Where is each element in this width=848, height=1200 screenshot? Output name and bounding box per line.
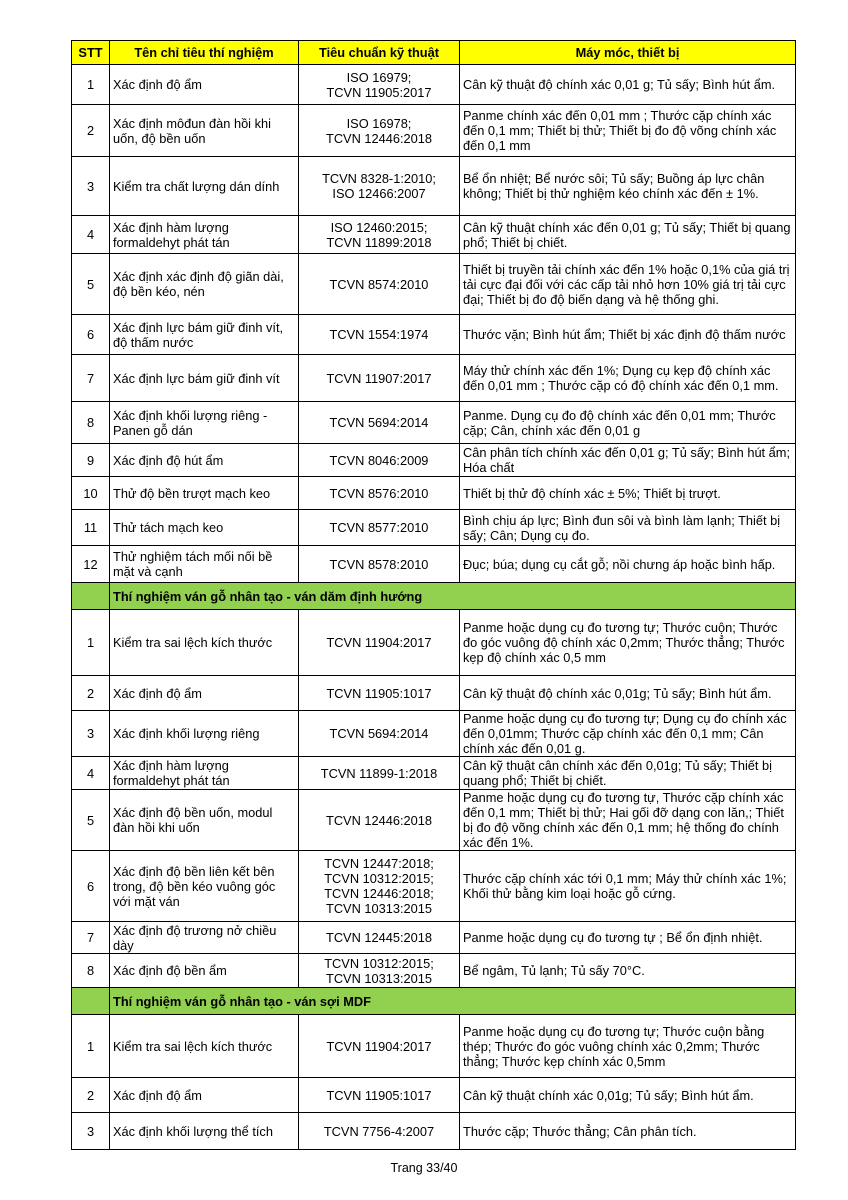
test-name: Xác định độ ẩm xyxy=(110,676,299,711)
test-name: Xác định độ bền ẩm xyxy=(110,954,299,988)
test-name: Xác định độ hút ẩm xyxy=(110,444,299,477)
table-row xyxy=(72,922,796,954)
table-row xyxy=(72,610,796,676)
row-number: 10 xyxy=(72,477,110,510)
table-header-row xyxy=(72,41,796,65)
table-row xyxy=(72,851,796,922)
standard-code: TCVN 7756-4:2007 xyxy=(299,1113,460,1150)
standard-code: TCVN 5694:2014 xyxy=(299,402,460,444)
table-row xyxy=(72,1113,796,1150)
header-equipment: Máy móc, thiết bị xyxy=(460,41,796,65)
header-test-name: Tên chỉ tiêu thí nghiệm xyxy=(110,41,299,65)
standard-code: TCVN 11905:1017 xyxy=(299,676,460,711)
test-name: Xác định khối lượng riêng xyxy=(110,711,299,757)
table-row xyxy=(72,477,796,510)
table-row xyxy=(72,315,796,355)
table-row xyxy=(72,157,796,216)
test-name: Xác định hàm lượng formaldehyt phát tán xyxy=(110,757,299,790)
standard-code: TCVN 8577:2010 xyxy=(299,510,460,546)
equipment-list: Thước cặp; Thước thẳng; Cân phân tích. xyxy=(460,1113,796,1150)
table-row xyxy=(72,444,796,477)
test-name: Thử độ bền trượt mạch keo xyxy=(110,477,299,510)
row-number: 7 xyxy=(72,355,110,402)
test-name: Thử tách mạch keo xyxy=(110,510,299,546)
test-name: Xác định xác định độ giãn dài, độ bền kéo, nén xyxy=(110,254,299,315)
standard-code: TCVN 12447:2018; TCVN 10312:2015; TCVN 12446:2018; TCVN 10313:2015 xyxy=(299,851,460,922)
standard-code: TCVN 5694:2014 xyxy=(299,711,460,757)
equipment-list: Cân phân tích chính xác đến 0,01 g; Tủ sấy; Bình hút ẩm; Hóa chất xyxy=(460,444,796,477)
row-number: 1 xyxy=(72,65,110,105)
test-name: Xác định khối lượng riêng - Panen gỗ dán xyxy=(110,402,299,444)
row-number: 3 xyxy=(72,711,110,757)
section-header-row xyxy=(72,583,796,610)
test-name: Xác định độ trương nở chiều dày xyxy=(110,922,299,954)
section-blank-cell xyxy=(72,988,110,1015)
equipment-list: Đục; búa; dụng cụ cắt gỗ; nồi chưng áp hoặc bình hấp. xyxy=(460,546,796,583)
equipment-list: Bể ổn nhiệt; Bể nước sôi; Tủ sấy; Buồng áp lực chân không; Thiết bị thử nghiệm kéo chính xác đến ± 1%. xyxy=(460,157,796,216)
test-name: Xác định khối lượng thể tích xyxy=(110,1113,299,1150)
standard-code: ISO 16979; TCVN 11905:2017 xyxy=(299,65,460,105)
table-row xyxy=(72,105,796,157)
test-name: Thử nghiệm tách mối nối bề mặt và cạnh xyxy=(110,546,299,583)
equipment-list: Panme hoặc dụng cụ đo tương tự; Thước cuộn; Thước đo góc vuông độ chính xác 0,2mm; Thước thẳng; Thước kẹp độ chính xác 0,5 mm xyxy=(460,610,796,676)
equipment-list: Cân kỹ thuật độ chính xác 0,01g; Tủ sấy; Bình hút ẩm. xyxy=(460,676,796,711)
standard-code: TCVN 8046:2009 xyxy=(299,444,460,477)
test-name: Kiểm tra chất lượng dán dính xyxy=(110,157,299,216)
equipment-list: Panme. Dụng cụ đo độ chính xác đến 0,01 mm; Thước cặp; Cân, chính xác đến 0,01 g xyxy=(460,402,796,444)
row-number: 3 xyxy=(72,1113,110,1150)
equipment-list: Máy thử chính xác đến 1%; Dụng cụ kẹp độ chính xác đến 0,01 mm ; Thước cặp có độ chính xác đến 0,1 mm. xyxy=(460,355,796,402)
test-name: Xác định độ bền uốn, modul đàn hồi khi uốn xyxy=(110,790,299,851)
table-row xyxy=(72,510,796,546)
row-number: 5 xyxy=(72,254,110,315)
equipment-list: Panme chính xác đến 0,01 mm ; Thước cặp chính xác đến 0,1 mm; Thiết bị thử; Thiết bị đo độ võng chính xác đến 0,1 mm xyxy=(460,105,796,157)
table-row xyxy=(72,1078,796,1113)
standard-code: TCVN 11904:2017 xyxy=(299,610,460,676)
header-standard: Tiêu chuẩn kỹ thuật xyxy=(299,41,460,65)
equipment-list: Thiết bị thử độ chính xác ± 5%; Thiết bị trượt. xyxy=(460,477,796,510)
row-number: 8 xyxy=(72,402,110,444)
standard-code: TCVN 11905:1017 xyxy=(299,1078,460,1113)
equipment-list: Thước vặn; Bình hút ẩm; Thiết bị xác định độ thấm nước xyxy=(460,315,796,355)
standard-code: TCVN 8328-1:2010; ISO 12466:2007 xyxy=(299,157,460,216)
table-row xyxy=(72,254,796,315)
table-row xyxy=(72,1015,796,1078)
row-number: 2 xyxy=(72,1078,110,1113)
standard-code: ISO 12460:2015; TCVN 11899:2018 xyxy=(299,216,460,254)
table-row xyxy=(72,402,796,444)
table-row xyxy=(72,65,796,105)
standard-code: TCVN 11904:2017 xyxy=(299,1015,460,1078)
test-name: Xác định lực bám giữ đinh vít xyxy=(110,355,299,402)
table-row xyxy=(72,757,796,790)
test-name: Xác định độ bền liên kết bên trong, độ bền kéo vuông góc với mặt ván xyxy=(110,851,299,922)
test-standards-table xyxy=(71,40,796,1150)
test-name: Xác định môđun đàn hồi khi uốn, độ bền uốn xyxy=(110,105,299,157)
row-number: 2 xyxy=(72,676,110,711)
standard-code: TCVN 8578:2010 xyxy=(299,546,460,583)
standard-code: TCVN 12446:2018 xyxy=(299,790,460,851)
table-row xyxy=(72,711,796,757)
standard-code: TCVN 1554:1974 xyxy=(299,315,460,355)
row-number: 1 xyxy=(72,1015,110,1078)
row-number: 8 xyxy=(72,954,110,988)
equipment-list: Cân kỹ thuật độ chính xác 0,01 g; Tủ sấy; Bình hút ẩm. xyxy=(460,65,796,105)
standard-code: ISO 16978; TCVN 12446:2018 xyxy=(299,105,460,157)
test-name: Xác định độ ẩm xyxy=(110,1078,299,1113)
row-number: 7 xyxy=(72,922,110,954)
equipment-list: Cân kỹ thuật cân chính xác đến 0,01g; Tủ sấy; Thiết bị quang phổ; Thiết bị chiết. xyxy=(460,757,796,790)
test-name: Kiểm tra sai lệch kích thước xyxy=(110,610,299,676)
equipment-list: Thiết bị truyền tải chính xác đến 1% hoặc 0,1% của giá trị tải cực đại đối với các cấp tải nhỏ hơn 10% giá trị tải cực đại; Thiết bị đo độ biến dạng và hệ thống ghi. xyxy=(460,254,796,315)
section-header-row xyxy=(72,988,796,1015)
row-number: 6 xyxy=(72,315,110,355)
standard-code: TCVN 8574:2010 xyxy=(299,254,460,315)
section-title: Thí nghiệm ván gỗ nhân tạo - ván sợi MDF xyxy=(110,988,796,1015)
standard-code: TCVN 11899-1:2018 xyxy=(299,757,460,790)
equipment-list: Panme hoặc dụng cụ đo tương tự ; Bể ổn định nhiệt. xyxy=(460,922,796,954)
test-name: Kiểm tra sai lệch kích thước xyxy=(110,1015,299,1078)
equipment-list: Thước cặp chính xác tới 0,1 mm; Máy thử chính xác 1%; Khối thử bằng kim loại hoặc gỗ cứng. xyxy=(460,851,796,922)
table-row xyxy=(72,790,796,851)
table-row xyxy=(72,954,796,988)
equipment-list: Panme hoặc dụng cụ đo tương tự, Thước cặp chính xác đến 0,1 mm; Thiết bị thử; Hai gối đỡ dạng con lăn,; Thiết bị đo độ võng chính xác đến 0,1 mm; hệ thống đo chính xác đến 1%. xyxy=(460,790,796,851)
row-number: 3 xyxy=(72,157,110,216)
row-number: 2 xyxy=(72,105,110,157)
equipment-list: Panme hoặc dụng cụ đo tương tự; Dụng cụ đo chính xác đến 0,01mm; Thước cặp chính xác đến 0,1 mm; Cân chính xác đến 0,01 g. xyxy=(460,711,796,757)
standard-code: TCVN 11907:2017 xyxy=(299,355,460,402)
row-number: 11 xyxy=(72,510,110,546)
table-row xyxy=(72,216,796,254)
equipment-list: Cân kỹ thuật chính xác 0,01g; Tủ sấy; Bình hút ẩm. xyxy=(460,1078,796,1113)
standard-code: TCVN 10312:2015; TCVN 10313:2015 xyxy=(299,954,460,988)
standard-code: TCVN 12445:2018 xyxy=(299,922,460,954)
row-number: 12 xyxy=(72,546,110,583)
equipment-list: Bể ngâm, Tủ lạnh; Tủ sấy 70°C. xyxy=(460,954,796,988)
test-name: Xác định hàm lượng formaldehyt phát tán xyxy=(110,216,299,254)
header-stt: STT xyxy=(72,41,110,65)
table-row xyxy=(72,355,796,402)
page-number: Trang 33/40 xyxy=(390,1161,458,1175)
section-title: Thí nghiệm ván gỗ nhân tạo - ván dăm định hướng xyxy=(110,583,796,610)
table-row xyxy=(72,676,796,711)
row-number: 6 xyxy=(72,851,110,922)
equipment-list: Cân kỹ thuật chính xác đến 0,01 g; Tủ sấy; Thiết bị quang phổ; Thiết bị chiết. xyxy=(460,216,796,254)
row-number: 4 xyxy=(72,216,110,254)
test-name: Xác định độ ẩm xyxy=(110,65,299,105)
row-number: 4 xyxy=(72,757,110,790)
row-number: 9 xyxy=(72,444,110,477)
table-row xyxy=(72,546,796,583)
standard-code: TCVN 8576:2010 xyxy=(299,477,460,510)
row-number: 5 xyxy=(72,790,110,851)
equipment-list: Bình chịu áp lực; Bình đun sôi và bình làm lạnh; Thiết bị sấy; Cân; Dụng cụ đo. xyxy=(460,510,796,546)
test-name: Xác định lực bám giữ đinh vít, độ thấm nước xyxy=(110,315,299,355)
equipment-list: Panme hoặc dụng cụ đo tương tự; Thước cuộn bằng thép; Thước đo góc vuông chính xác 0,2mm; Thước thẳng; Thước kẹp chính xác 0,5mm xyxy=(460,1015,796,1078)
row-number: 1 xyxy=(72,610,110,676)
section-blank-cell xyxy=(72,583,110,610)
